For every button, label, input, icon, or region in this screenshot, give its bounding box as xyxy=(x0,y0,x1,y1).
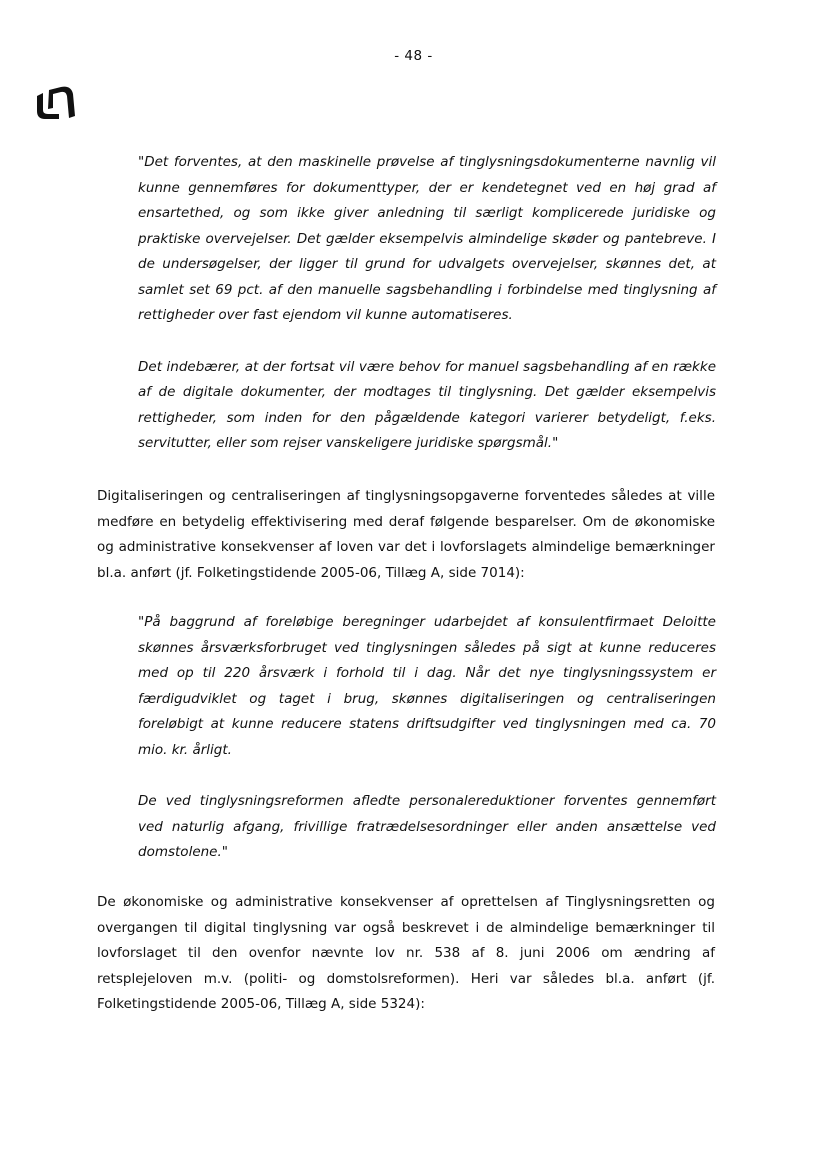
quote-2-paragraph-1: "På baggrund af foreløbige beregninger udarbejdet af konsulentfirmaet Deloitte skønnes årsværksforbruget ved tinglysningen således på sigt at kunne reduceres med op til 220 årsværk i forhold til i dag. Når det nye tinglysningssystem er færdigudviklet og taget i brug, skønnes digitaliseringen og centraliseringen foreløbigt at kunne reducere statens driftsudgifter ved tinglysningen med ca. 70 mio. kr. årligt. xyxy=(138,614,716,758)
quote-block-1 xyxy=(138,150,716,457)
body-paragraph-1 xyxy=(97,484,715,586)
quote-2-paragraph-2: De ved tinglysningsreformen afledte personalereduktioner forventes gennemført ved naturlig afgang, frivillige fratrædelsesordninger eller anden ansættelse ved domstolene." xyxy=(138,793,716,860)
quote-1-paragraph-1: "Det forventes, at den maskinelle prøvelse af tinglysningsdokumenterne navnlig vil kunne gennemføres for dokumenttyper, der er kendetegnet ved en høj grad af ensartethed, og som ikke giver anledning til særligt komplicerede juridiske og praktiske overvejelser. Det gælder eksempelvis almindelige skøder og pantebreve. I de undersøgelser, der ligger til grund for udvalgets overvejelser, skønnes det, at samlet set 69 pct. af den manuelle sagsbehandling i forbindelse med tinglysning af rettigheder over fast ejendom vil kunne automatiseres. xyxy=(138,154,716,323)
stylized-link-logo-icon xyxy=(35,84,79,120)
quote-1-paragraph-2: Det indebærer, at der fortsat vil være behov for manuel sagsbehandling af en række af de digitale dokumenter, der modtages til tinglysning. Det gælder eksempelvis rettigheder, som inden for den pågældende kategori varierer betydeligt, f.eks. servitutter, eller som rejser vanskeligere juridiske spørgsmål." xyxy=(138,358,716,451)
body-paragraph-2 xyxy=(97,890,715,1018)
quote-block-2 xyxy=(138,610,716,866)
body-paragraph-2-text: De økonomiske og administrative konsekvenser af oprettelsen af Tinglysningsretten og overgangen til digital tinglysning var også beskrevet i de almindelige bemærkninger til lovforslaget til den ovenfor nævnte lov nr. 538 af 8. juni 2006 om ændring af retsplejeloven m.v. (politi- og domstolsreformen). Heri var således bl.a. anført (jf. Folketingstidende 2005-06, Tillæg A, side 5324): xyxy=(97,894,715,1012)
body-paragraph-1-text: Digitaliseringen og centraliseringen af tinglysningsopgaverne forventedes således at ville medføre en betydelig effektivisering med deraf følgende besparelser. Om de økonomiske og administrative konsekvenser af loven var det i lovforslagets almindelige bemærkninger bl.a. anført (jf. Folketingstidende 2005-06, Tillæg A, side 7014): xyxy=(97,488,715,581)
page-number: - 48 - xyxy=(394,48,433,64)
